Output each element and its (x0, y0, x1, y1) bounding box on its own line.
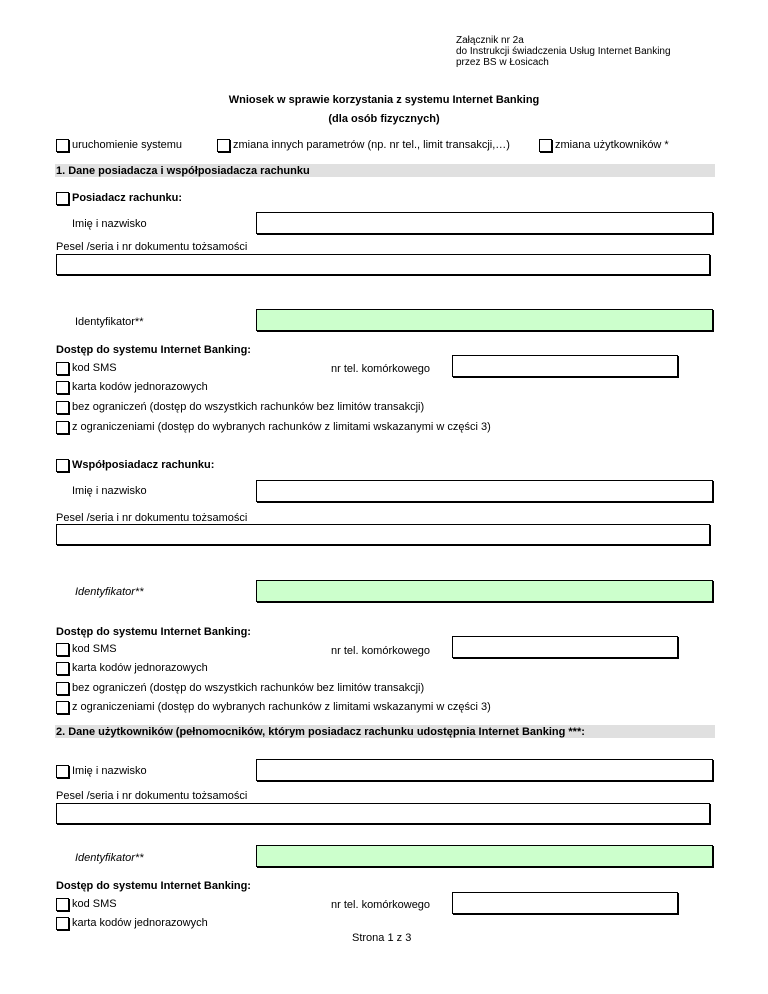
checkbox-user-sms[interactable] (56, 898, 69, 911)
coholder-name-label: Imię i nazwisko (72, 485, 147, 497)
user-name-label: Imię i nazwisko (72, 765, 147, 777)
coholder-phone-label: nr tel. komórkowego (331, 645, 431, 657)
checkbox-coholder-card[interactable] (56, 662, 69, 675)
annex-line-3: przez BS w Łosicach (456, 57, 549, 68)
checkbox-holder[interactable] (56, 192, 69, 205)
holder-id-label: Identyfikator** (75, 316, 144, 328)
page-number: Strona 1 z 3 (352, 932, 412, 944)
holder-id-field[interactable] (256, 309, 713, 331)
user-sms-label: kod SMS (72, 898, 117, 910)
user-pesel-label: Pesel /seria i nr dokumentu tożsamości (56, 790, 248, 802)
coholder-name-input[interactable] (256, 480, 713, 502)
holder-pesel-input[interactable] (56, 254, 710, 275)
section-2-title: 2. Dane użytkowników (pełnomocników, którym posiadacz rachunku udostępnia Internet Banking ***: (56, 726, 585, 738)
holder-name-input[interactable] (256, 212, 713, 234)
holder-unlimited-label: bez ograniczeń (dostęp do wszystkich rachunków bez limitów transakcji) (72, 401, 425, 413)
checkbox-holder-card[interactable] (56, 381, 69, 394)
coholder-pesel-input[interactable] (56, 524, 710, 545)
checkbox-user-card[interactable] (56, 917, 69, 930)
holder-sms-label: kod SMS (72, 362, 117, 374)
holder-name-label: Imię i nazwisko (72, 218, 147, 230)
holder-limited-label: z ograniczeniami (dostęp do wybranych rachunków z limitami wskazanymi w części 3) (72, 421, 491, 433)
user-pesel-input[interactable] (56, 803, 710, 824)
annex-line-2: do Instrukcji świadczenia Usług Internet Banking (456, 46, 671, 57)
checkbox-user[interactable] (56, 765, 69, 778)
coholder-sms-label: kod SMS (72, 643, 117, 655)
section-1-title: 1. Dane posiadacza i współposiadacza rachunku (56, 165, 310, 177)
checkbox-change-params[interactable] (217, 139, 230, 152)
label-start-system: uruchomienie systemu (72, 139, 183, 151)
user-card-label: karta kodów jednorazowych (72, 917, 208, 929)
holder-card-label: karta kodów jednorazowych (72, 381, 208, 393)
holder-phone-label: nr tel. komórkowego (331, 363, 431, 375)
checkbox-holder-sms[interactable] (56, 362, 69, 375)
coholder-access-heading: Dostęp do systemu Internet Banking: (56, 626, 251, 638)
checkbox-holder-limited[interactable] (56, 421, 69, 434)
user-id-label: Identyfikator** (75, 852, 144, 864)
checkbox-coholder-limited[interactable] (56, 701, 69, 714)
coholder-card-label: karta kodów jednorazowych (72, 662, 208, 674)
holder-heading: Posiadacz rachunku: (72, 192, 183, 204)
checkbox-coholder[interactable] (56, 459, 69, 472)
coholder-phone-input[interactable] (452, 636, 678, 658)
coholder-unlimited-label: bez ograniczeń (dostęp do wszystkich rachunków bez limitów transakcji) (72, 682, 425, 694)
label-change-users: zmiana użytkowników * (555, 139, 669, 151)
label-change-params: zmiana innych parametrów (np. nr tel., limit transakcji,…) (233, 139, 510, 151)
checkbox-coholder-unlimited[interactable] (56, 682, 69, 695)
user-id-field[interactable] (256, 845, 713, 867)
checkbox-change-users[interactable] (539, 139, 552, 152)
user-name-input[interactable] (256, 759, 713, 781)
form-subtitle: (dla osób fizycznych) (328, 113, 440, 125)
coholder-heading: Współposiadacz rachunku: (72, 459, 215, 471)
holder-pesel-label: Pesel /seria i nr dokumentu tożsamości (56, 241, 248, 253)
checkbox-coholder-sms[interactable] (56, 643, 69, 656)
coholder-id-field[interactable] (256, 580, 713, 602)
checkbox-holder-unlimited[interactable] (56, 401, 69, 414)
annex-line-1: Załącznik nr 2a (456, 35, 524, 46)
holder-access-heading: Dostęp do systemu Internet Banking: (56, 344, 251, 356)
user-phone-input[interactable] (452, 892, 678, 914)
coholder-limited-label: z ograniczeniami (dostęp do wybranych rachunków z limitami wskazanymi w części 3) (72, 701, 491, 713)
form-title: Wniosek w sprawie korzystania z systemu Internet Banking (228, 94, 540, 106)
checkbox-start-system[interactable] (56, 139, 69, 152)
holder-phone-input[interactable] (452, 355, 678, 377)
user-access-heading: Dostęp do systemu Internet Banking: (56, 880, 251, 892)
user-phone-label: nr tel. komórkowego (331, 899, 431, 911)
coholder-id-label: Identyfikator** (75, 586, 144, 598)
coholder-pesel-label: Pesel /seria i nr dokumentu tożsamości (56, 512, 248, 524)
